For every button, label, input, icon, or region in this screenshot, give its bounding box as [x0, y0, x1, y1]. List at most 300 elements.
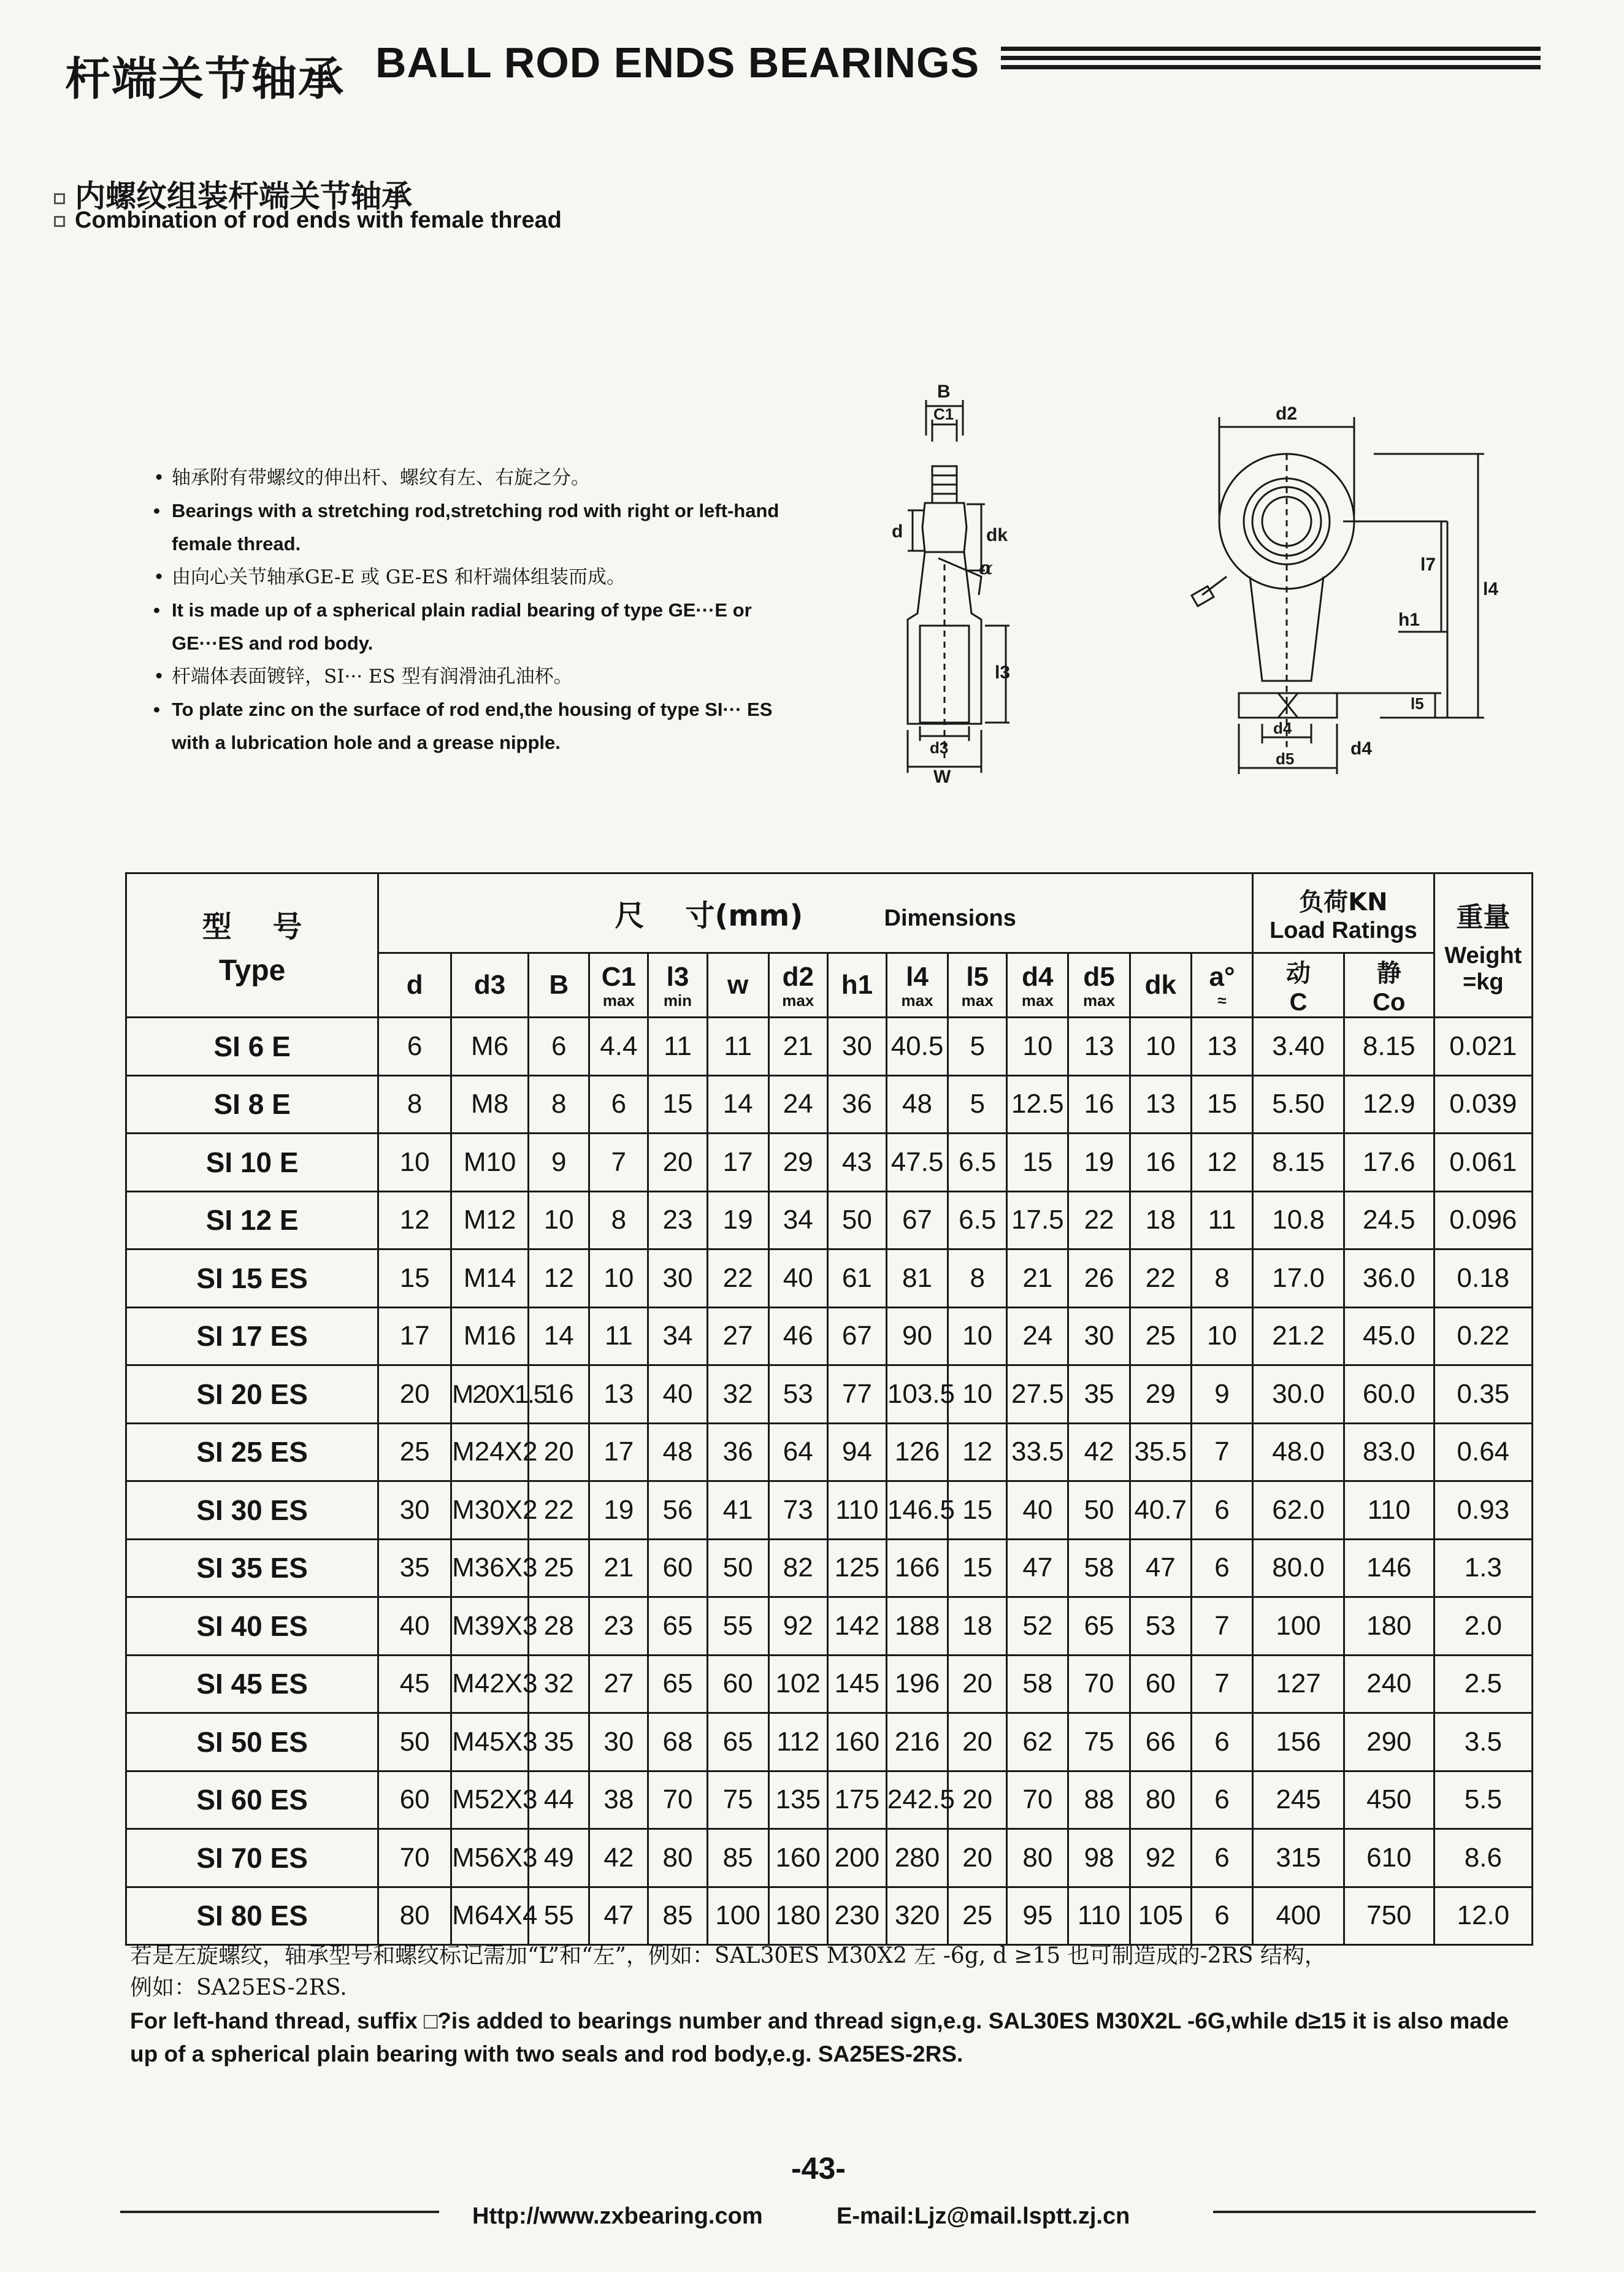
table-cell: 22 — [707, 1249, 768, 1308]
table-cell: 5 — [948, 1018, 1007, 1076]
table-cell: 12 — [378, 1191, 451, 1249]
footer-website-link[interactable]: Http://www.zxbearing.com — [472, 2203, 763, 2229]
table-cell: 18 — [948, 1597, 1007, 1656]
table-cell: 53 — [1130, 1597, 1191, 1656]
type-cell: SI 12 E — [126, 1191, 378, 1249]
table-cell: 80.0 — [1253, 1539, 1344, 1597]
table-cell: 45 — [378, 1655, 451, 1713]
table-cell: 15 — [1191, 1075, 1252, 1134]
type-cell: SI 20 ES — [126, 1365, 378, 1424]
table-cell: 6 — [1191, 1887, 1252, 1945]
table-cell: 180 — [768, 1887, 827, 1945]
header-title-en: BALL ROD ENDS BEARINGS — [375, 39, 980, 86]
table-cell: 33.5 — [1007, 1423, 1068, 1481]
note-en: For left-hand thread, suffix □?is added to bearings number and thread sign,e.g. SAL30ES M30X2L -6G,while d≥15 it is also made up of a spherical plain bearing with two seals and rod body,e.g. SA25ES-2RS. — [130, 2008, 1509, 2067]
table-cell: 42 — [1068, 1423, 1130, 1481]
table-cell: M6 — [451, 1018, 529, 1076]
label-l4: l4 — [1483, 579, 1499, 599]
column-header-3 — [529, 953, 589, 1018]
bullet-item: • It is made up of a spherical plain radial bearing of type GE···E or GE···ES and rod body. — [153, 594, 803, 660]
table-cell: 35 — [1068, 1365, 1130, 1424]
column-header-label: h1 — [841, 970, 873, 1000]
table-cell: 110 — [1068, 1887, 1130, 1945]
table-cell: 30 — [589, 1713, 648, 1771]
table-cell: 17 — [707, 1134, 768, 1192]
table-cell: 48 — [886, 1075, 948, 1134]
table-cell: 21 — [589, 1539, 648, 1597]
table-row — [126, 1597, 1533, 1656]
table-cell: 65 — [648, 1597, 707, 1656]
table-cell: 25 — [1130, 1307, 1191, 1365]
table-cell: 6 — [589, 1075, 648, 1134]
table-cell: 12 — [1191, 1134, 1252, 1192]
table-cell: 20 — [529, 1423, 589, 1481]
table-cell: 85 — [707, 1829, 768, 1887]
table-cell: 20 — [948, 1829, 1007, 1887]
table-cell: 8.15 — [1344, 1018, 1434, 1076]
table-cell: 9 — [529, 1134, 589, 1192]
bullet-item: • Bearings with a stretching rod,stretching rod with right or left-hand female thread. — [153, 494, 803, 561]
bullet-item: • To plate zinc on the surface of rod end,the housing of type SI··· ES with a lubrication hole and a grease nipple. — [153, 693, 803, 759]
table-cell: 12.9 — [1344, 1075, 1434, 1134]
table-cell: 290 — [1344, 1713, 1434, 1771]
table-row — [126, 1771, 1533, 1829]
table-cell: 146.5 — [886, 1481, 948, 1540]
table-cell: 20 — [948, 1655, 1007, 1713]
table-cell: 10 — [948, 1365, 1007, 1424]
table-cell: 126 — [886, 1423, 948, 1481]
load-header-en: Load Ratings — [1270, 917, 1417, 943]
footer-rule-left — [120, 2211, 439, 2213]
column-header-sub: max — [602, 991, 635, 1010]
table-cell: 60 — [378, 1771, 451, 1829]
column-header-1 — [378, 953, 451, 1018]
table-row — [126, 1075, 1533, 1134]
table-cell: 19 — [589, 1481, 648, 1540]
table-cell: 9 — [1191, 1365, 1252, 1424]
table-cell: 7 — [589, 1134, 648, 1192]
table-cell: 15 — [948, 1539, 1007, 1597]
table-cell: 85 — [648, 1887, 707, 1945]
table-cell: 88 — [1068, 1771, 1130, 1829]
rod-end-spec-table — [125, 872, 1533, 1932]
table-cell: 29 — [1130, 1365, 1191, 1424]
table-row — [126, 1423, 1533, 1481]
table-cell: 98 — [1068, 1829, 1130, 1887]
table-row — [126, 1539, 1533, 1597]
table-cell: 16 — [1130, 1134, 1191, 1192]
label-d4-inner: d4 — [1273, 719, 1292, 737]
table-cell: 75 — [1068, 1713, 1130, 1771]
table-cell: 0.021 — [1434, 1018, 1532, 1076]
load-header-cn: 负荷KN — [1299, 888, 1388, 916]
table-cell: 23 — [589, 1597, 648, 1656]
table-cell: M36X3 — [451, 1539, 529, 1597]
table-cell: 47 — [1007, 1539, 1068, 1597]
table-cell: 8.6 — [1434, 1829, 1532, 1887]
table-cell: 6 — [1191, 1481, 1252, 1540]
type-cell: SI 17 ES — [126, 1307, 378, 1365]
type-cell: SI 60 ES — [126, 1771, 378, 1829]
table-cell: 81 — [886, 1249, 948, 1308]
table-cell: 40.5 — [886, 1018, 948, 1076]
table-cell: 8 — [378, 1075, 451, 1134]
table-cell: 160 — [827, 1713, 886, 1771]
table-cell: 47.5 — [886, 1134, 948, 1192]
table-cell: 60 — [1130, 1655, 1191, 1713]
table-row — [126, 1481, 1533, 1540]
label-h1: h1 — [1398, 610, 1420, 630]
table-cell: 13 — [1068, 1018, 1130, 1076]
table-cell: 22 — [529, 1481, 589, 1540]
table-cell: 26 — [1068, 1249, 1130, 1308]
table-cell: 5 — [948, 1075, 1007, 1134]
table-cell: 38 — [589, 1771, 648, 1829]
table-cell: 315 — [1253, 1829, 1344, 1887]
static-load-header-en: Co — [1373, 989, 1406, 1016]
type-cell: SI 10 E — [126, 1134, 378, 1192]
table-cell: 68 — [648, 1713, 707, 1771]
column-header-label: a° — [1209, 962, 1235, 992]
footer-email-link[interactable]: E-mail:Ljz@mail.lsptt.zj.cn — [837, 2203, 1130, 2229]
table-cell: 62.0 — [1253, 1481, 1344, 1540]
table-cell: 65 — [1068, 1597, 1130, 1656]
table-cell: 6 — [1191, 1829, 1252, 1887]
table-cell: 55 — [707, 1597, 768, 1656]
table-row — [126, 1365, 1533, 1424]
table-row — [126, 1134, 1533, 1192]
table-cell: 100 — [1253, 1597, 1344, 1656]
load-ratings-header-cell — [1253, 873, 1434, 953]
label-C1: C1 — [933, 405, 954, 423]
table-cell: 40.7 — [1130, 1481, 1191, 1540]
type-header-cell — [126, 873, 378, 1018]
table-cell: 48 — [648, 1423, 707, 1481]
table-cell: 12 — [948, 1423, 1007, 1481]
column-header-6 — [707, 953, 768, 1018]
table-cell: 10 — [589, 1249, 648, 1308]
table-cell: 25 — [378, 1423, 451, 1481]
table-cell: 90 — [886, 1307, 948, 1365]
feature-bullet-list — [153, 461, 803, 759]
table-cell: 10 — [529, 1191, 589, 1249]
table-cell: 82 — [768, 1539, 827, 1597]
table-cell: 56 — [648, 1481, 707, 1540]
table-cell: 40 — [768, 1249, 827, 1308]
table-cell: 17.5 — [1007, 1191, 1068, 1249]
column-header-label: dk — [1144, 970, 1176, 1000]
column-header-11 — [1007, 953, 1068, 1018]
table-row — [126, 1249, 1533, 1308]
table-cell: 166 — [886, 1539, 948, 1597]
column-header-4 — [589, 953, 648, 1018]
table-cell: 450 — [1344, 1771, 1434, 1829]
table-cell: 30 — [1068, 1307, 1130, 1365]
column-header-label: d — [406, 970, 423, 1000]
table-cell: 6 — [529, 1018, 589, 1076]
table-cell: M20X1.5 — [451, 1365, 529, 1424]
table-cell: 46 — [768, 1307, 827, 1365]
table-cell: 16 — [529, 1365, 589, 1424]
table-cell: 23 — [648, 1191, 707, 1249]
static-load-header — [1344, 953, 1434, 1018]
table-cell: 100 — [707, 1887, 768, 1945]
table-cell: 12 — [529, 1249, 589, 1308]
table-cell: 66 — [1130, 1713, 1191, 1771]
table-cell: 0.35 — [1434, 1365, 1532, 1424]
table-cell: 70 — [378, 1829, 451, 1887]
table-cell: 750 — [1344, 1887, 1434, 1945]
table-cell: 7 — [1191, 1423, 1252, 1481]
note-cn-line2: 例如：SA25ES-2RS. — [130, 1975, 347, 2000]
table-cell: 50 — [1068, 1481, 1130, 1540]
bullet-item: • 杆端体表面镀锌，SI··· ES 型有润滑油孔油杯。 — [153, 660, 803, 693]
table-cell: 20 — [948, 1771, 1007, 1829]
table-cell: 60 — [707, 1655, 768, 1713]
column-header-label: w — [727, 970, 749, 1000]
table-cell: 400 — [1253, 1887, 1344, 1945]
table-cell: 245 — [1253, 1771, 1344, 1829]
table-cell: 17.0 — [1253, 1249, 1344, 1308]
type-cell: SI 6 E — [126, 1018, 378, 1076]
table-cell: 83.0 — [1344, 1423, 1434, 1481]
table-cell: 36.0 — [1344, 1249, 1434, 1308]
table-cell: 52 — [1007, 1597, 1068, 1656]
table-cell: 64 — [768, 1423, 827, 1481]
dimensions-header-cn: 尺 寸(mm) — [615, 899, 803, 933]
table-cell: 10 — [378, 1134, 451, 1192]
table-cell: 0.039 — [1434, 1075, 1532, 1134]
label-l3: l3 — [995, 662, 1011, 683]
footer-rule-right — [1213, 2211, 1536, 2213]
table-cell: 13 — [1130, 1075, 1191, 1134]
table-cell: 0.93 — [1434, 1481, 1532, 1540]
table-cell: 13 — [589, 1365, 648, 1424]
type-cell: SI 50 ES — [126, 1713, 378, 1771]
column-header-label: B — [549, 970, 569, 1000]
table-cell: 47 — [1130, 1539, 1191, 1597]
table-cell: 146 — [1344, 1539, 1434, 1597]
table-cell: 70 — [648, 1771, 707, 1829]
column-header-sub: max — [782, 991, 814, 1010]
table-cell: 175 — [827, 1771, 886, 1829]
table-cell: M64X4 — [451, 1887, 529, 1945]
table-cell: 34 — [768, 1191, 827, 1249]
table-cell: 0.061 — [1434, 1134, 1532, 1192]
table-cell: 95 — [1007, 1887, 1068, 1945]
table-cell: 80 — [1007, 1829, 1068, 1887]
table-cell: 25 — [948, 1887, 1007, 1945]
table-cell: 48.0 — [1253, 1423, 1344, 1481]
table-cell: 67 — [886, 1191, 948, 1249]
table-cell: 21 — [768, 1018, 827, 1076]
label-d5: d5 — [1276, 750, 1295, 768]
table-cell: 0.096 — [1434, 1191, 1532, 1249]
table-cell: 65 — [707, 1713, 768, 1771]
table-cell: 92 — [1130, 1829, 1191, 1887]
table-cell: 8 — [529, 1075, 589, 1134]
column-header-label: d3 — [473, 970, 506, 1000]
table-cell: 320 — [886, 1887, 948, 1945]
label-d4-outer: d4 — [1350, 739, 1373, 759]
table-cell: 216 — [886, 1713, 948, 1771]
rod-end-side-view-diagram — [859, 368, 1030, 810]
table-cell: 30 — [378, 1481, 451, 1540]
column-header-sub: max — [1021, 991, 1054, 1010]
table-cell: 80 — [1130, 1771, 1191, 1829]
table-cell: 125 — [827, 1539, 886, 1597]
table-cell: 22 — [1068, 1191, 1130, 1249]
table-cell: 44 — [529, 1771, 589, 1829]
table-cell: 12.5 — [1007, 1075, 1068, 1134]
column-header-7 — [768, 953, 827, 1018]
label-W: W — [933, 767, 951, 787]
label-alpha: α — [979, 558, 994, 579]
table-cell: 6.5 — [948, 1191, 1007, 1249]
table-cell: 58 — [1007, 1655, 1068, 1713]
table-cell: M10 — [451, 1134, 529, 1192]
table-cell: 27 — [589, 1655, 648, 1713]
table-cell: 3.40 — [1253, 1018, 1344, 1076]
table-cell: 145 — [827, 1655, 886, 1713]
table-cell: M30X2 — [451, 1481, 529, 1540]
column-header-13 — [1130, 953, 1191, 1018]
table-cell: 42 — [589, 1829, 648, 1887]
column-header-label: l4 — [906, 962, 929, 992]
table-cell: 230 — [827, 1887, 886, 1945]
weight-header-cn: 重量 — [1456, 902, 1511, 933]
table-cell: 8.15 — [1253, 1134, 1344, 1192]
table-cell: 32 — [529, 1655, 589, 1713]
column-header-label: d2 — [782, 962, 814, 992]
table-cell: 35.5 — [1130, 1423, 1191, 1481]
table-cell: 36 — [827, 1075, 886, 1134]
table-cell: 135 — [768, 1771, 827, 1829]
weight-header-cell — [1434, 873, 1532, 1018]
table-cell: 15 — [378, 1249, 451, 1308]
table-cell: 7 — [1191, 1597, 1252, 1656]
table-row — [126, 1713, 1533, 1771]
table-cell: 29 — [768, 1134, 827, 1192]
note-cn-line1: 若是左旋螺纹，轴承型号和螺纹标记需加“L”和“左”，例如：SAL30ES M30X2 左 -6g, d ≥15 也可制造成的-2RS 结构， — [130, 1943, 1327, 1968]
table-cell: 110 — [827, 1481, 886, 1540]
table-cell: 50 — [707, 1539, 768, 1597]
dynamic-load-header — [1253, 953, 1344, 1018]
table-cell: M42X3 — [451, 1655, 529, 1713]
table-cell: 53 — [768, 1365, 827, 1424]
table-cell: 73 — [768, 1481, 827, 1540]
column-header-8 — [827, 953, 886, 1018]
table-cell: 60 — [648, 1539, 707, 1597]
table-row — [126, 1307, 1533, 1365]
square-bullet-icon — [54, 216, 65, 227]
column-header-label: d4 — [1022, 962, 1054, 992]
table-cell: 67 — [827, 1307, 886, 1365]
table-cell: 15 — [648, 1075, 707, 1134]
table-cell: 127 — [1253, 1655, 1344, 1713]
column-header-sub: max — [1083, 991, 1116, 1010]
table-cell: 20 — [378, 1365, 451, 1424]
table-row — [126, 1829, 1533, 1887]
table-cell: 50 — [827, 1191, 886, 1249]
table-cell: 105 — [1130, 1887, 1191, 1945]
table-cell: 6 — [1191, 1539, 1252, 1597]
table-row — [126, 1887, 1533, 1945]
table-cell: 94 — [827, 1423, 886, 1481]
table-cell: 6 — [378, 1018, 451, 1076]
table-cell: 75 — [707, 1771, 768, 1829]
label-l7: l7 — [1420, 555, 1436, 575]
table-cell: 28 — [529, 1597, 589, 1656]
table-cell: 6.5 — [948, 1134, 1007, 1192]
table-cell: 15 — [948, 1481, 1007, 1540]
table-cell: 77 — [827, 1365, 886, 1424]
table-cell: 10.8 — [1253, 1191, 1344, 1249]
column-header-label: d5 — [1083, 962, 1115, 992]
type-cell: SI 40 ES — [126, 1597, 378, 1656]
table-cell: 1.3 — [1434, 1539, 1532, 1597]
table-cell: 50 — [378, 1713, 451, 1771]
table-cell: 32 — [707, 1365, 768, 1424]
label-B: B — [937, 382, 951, 402]
type-cell: SI 30 ES — [126, 1481, 378, 1540]
dimensions-header-en: Dimensions — [884, 905, 1016, 931]
type-cell: SI 35 ES — [126, 1539, 378, 1597]
table-cell: 65 — [648, 1655, 707, 1713]
label-l5: l5 — [1411, 694, 1424, 713]
table-cell: M56X3 — [451, 1829, 529, 1887]
table-cell: 20 — [948, 1713, 1007, 1771]
table-cell: 24 — [1007, 1307, 1068, 1365]
table-cell: 14 — [707, 1075, 768, 1134]
table-cell: 10 — [1007, 1018, 1068, 1076]
table-cell: 160 — [768, 1829, 827, 1887]
column-header-label: C1 — [601, 962, 636, 992]
table-cell: 27.5 — [1007, 1365, 1068, 1424]
table-cell: 19 — [707, 1191, 768, 1249]
table-cell: M52X3 — [451, 1771, 529, 1829]
table-cell: 4.4 — [589, 1018, 648, 1076]
column-header-10 — [948, 953, 1007, 1018]
table-cell: 92 — [768, 1597, 827, 1656]
table-cell: 47 — [589, 1887, 648, 1945]
table-cell: 24 — [768, 1075, 827, 1134]
table-cell: 40 — [648, 1365, 707, 1424]
table-cell: 35 — [378, 1539, 451, 1597]
table-row — [126, 1655, 1533, 1713]
label-d3: d3 — [930, 739, 949, 757]
type-header-en: Type — [218, 954, 286, 987]
table-cell: 45.0 — [1344, 1307, 1434, 1365]
column-header-sub: min — [663, 991, 692, 1010]
table-cell: 21 — [1007, 1249, 1068, 1308]
table-cell: 34 — [648, 1307, 707, 1365]
table-cell: 80 — [378, 1887, 451, 1945]
dynamic-load-header-cn: 动 — [1286, 959, 1311, 988]
table-cell: 180 — [1344, 1597, 1434, 1656]
table-cell: 43 — [827, 1134, 886, 1192]
bullet-item: • 由向心关节轴承GE-E 或 GE-ES 和杆端体组装而成。 — [153, 561, 803, 594]
table-cell: M12 — [451, 1191, 529, 1249]
table-cell: 12.0 — [1434, 1887, 1532, 1945]
square-bullet-icon — [54, 193, 65, 204]
table-cell: 102 — [768, 1655, 827, 1713]
table-cell: 25 — [529, 1539, 589, 1597]
column-header-label: l5 — [966, 962, 989, 992]
table-cell: 5.50 — [1253, 1075, 1344, 1134]
table-cell: 6 — [1191, 1771, 1252, 1829]
table-cell: M45X3 — [451, 1713, 529, 1771]
